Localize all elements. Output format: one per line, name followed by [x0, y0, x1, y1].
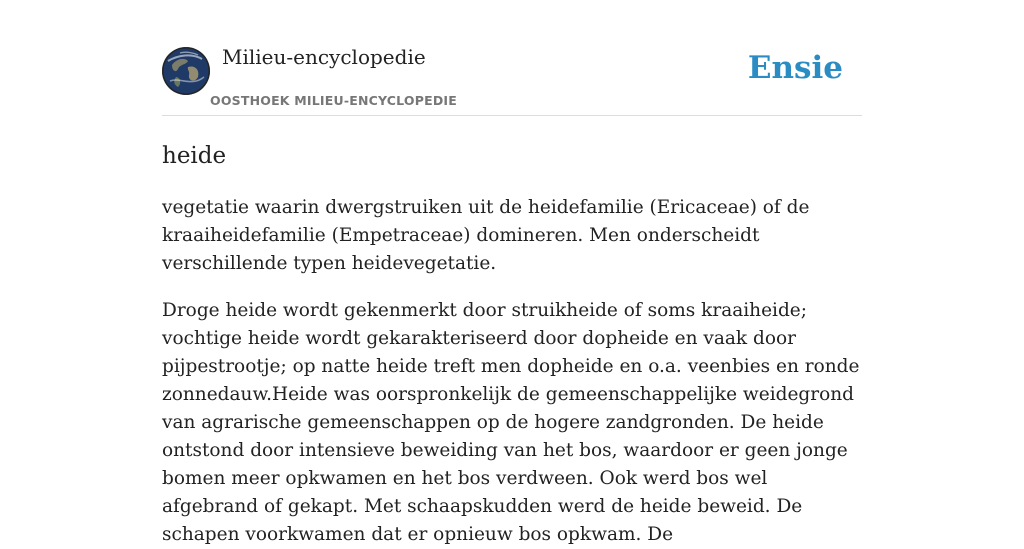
entry-term: heide [162, 143, 227, 169]
site-title[interactable]: Milieu-encyclopedie [222, 45, 426, 69]
earth-globe-icon[interactable] [162, 47, 210, 95]
entry-paragraph-1: vegetatie waarin dwergstruiken uit de heidefamilie (Ericaceae) of de kraaiheidefamilie (Empetraceae) domineren. Men onderscheidt verschillende typen heidevegetatie. [162, 197, 810, 274]
site-subtitle[interactable]: OOSTHOEK MILIEU-ENCYCLOPEDIE [210, 93, 457, 108]
site-header [162, 0, 862, 116]
page-container [162, 0, 862, 549]
brand-logo[interactable]: Ensie [747, 50, 843, 86]
entry-paragraph-2: Droge heide wordt gekenmerkt door struikheide of soms kraaiheide; vochtige heide wordt gekarakteriseerd door dopheide en vaak door pijpestrootje; op natte heide treft men dopheide en o.a. veenbies en ronde zonnedauw.Heide was oorspronkelijk de gemeenschappelijke weidegrond van agrarische gemeenschappen op de hogere zandgronden. De heide ontstond door intensieve beweiding van het bos, waardoor er geen jonge bomen meer opkwamen en het bos verdween. Ook werd bos wel afgebrand of gekapt. Met schaapskudden werd de heide beweid. De schapen voorkwamen dat er opnieuw bos opkwam. De [162, 300, 860, 545]
